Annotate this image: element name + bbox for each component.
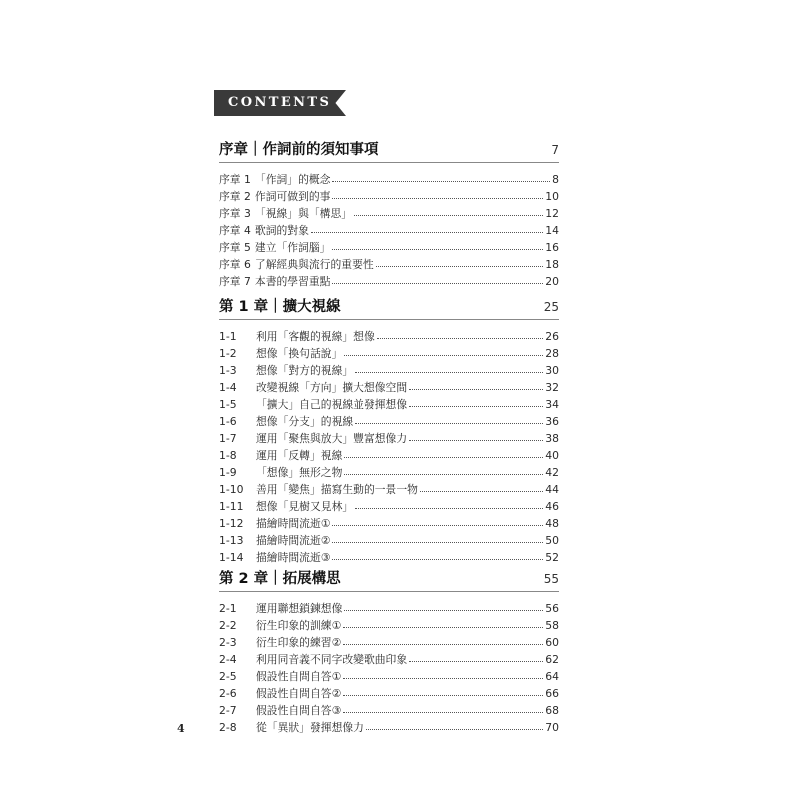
entry-number: 序章 7 [219,275,251,288]
entry-title: 利用同音義不同字改變歌曲印象 [256,653,408,666]
entry-number: 1-5 [219,398,237,411]
entry-title: 假設性自問自答② [256,687,342,700]
entry-page: 44 [545,483,559,496]
toc-entry [219,430,559,447]
entry-page: 34 [545,398,559,411]
entry-page: 26 [545,330,559,343]
entry-page: 46 [545,500,559,513]
toc-entry [219,532,559,549]
entry-title: 本書的學習重點 [254,275,331,288]
toc-entry [219,396,559,413]
entry-number: 1-2 [219,347,237,360]
toc-entry [219,345,559,362]
toc-entry [219,685,559,702]
contents-heading: CONTENTS [228,95,332,110]
page-number: 4 [177,722,185,735]
entry-title: 運用「反轉」視線 [256,449,343,462]
entry-number: 序章 5 [219,241,251,254]
entry-number: 1-8 [219,449,237,462]
section-page: 7 [551,143,559,157]
entry-title: 衍生印象的練習② [256,636,342,649]
prologue-section [219,138,559,290]
toc-entry [219,498,559,515]
entry-page: 14 [545,224,559,237]
entry-page: 60 [545,636,559,649]
dot-leader [409,389,543,390]
dot-leader [354,215,543,216]
entry-page: 50 [545,534,559,547]
dot-leader [332,249,543,250]
dot-leader [344,610,543,611]
prologue-header [219,138,559,163]
toc-entry [219,413,559,430]
dot-leader [332,525,543,526]
entry-title: 改變視線「方向」擴大想像空間 [256,381,408,394]
entry-number: 1-10 [219,483,244,496]
toc-entry [219,171,559,188]
entry-page: 56 [545,602,559,615]
entry-number: 2-3 [219,636,237,649]
entry-title: 衍生印象的訓練① [256,619,342,632]
dot-leader [366,729,543,730]
toc-entry [219,719,559,736]
chapter2-section [219,567,559,736]
entry-page: 18 [545,258,559,271]
entry-number: 1-11 [219,500,244,513]
entry-number: 2-8 [219,721,237,734]
dot-leader [343,644,543,645]
entry-title: 描繪時間流逝① [256,517,331,530]
entry-title: 「作詞」的概念 [254,173,331,186]
toc-entry [219,464,559,481]
toc-entry [219,702,559,719]
entry-number: 1-3 [219,364,237,377]
dot-leader [311,232,543,233]
entry-page: 20 [545,275,559,288]
chapter2-entries [219,600,559,736]
entry-title: 作詞可做到的事 [254,190,331,203]
entry-title: 想像「見樹又見林」 [256,500,354,513]
toc-entry [219,222,559,239]
chapter1-entries [219,328,559,566]
dot-leader [343,678,543,679]
entry-title: 運用「聚焦與放大」豐富想像力 [256,432,408,445]
entry-title: 利用「客觀的視線」想像 [256,330,375,343]
entry-title: 「擴大」自己的視線並發揮想像 [256,398,408,411]
section-title: 第 1 章｜擴大視線 [219,299,341,315]
entry-title: 了解經典與流行的重要性 [254,258,374,271]
toc-entry [219,273,559,290]
entry-title: 從「異狀」發揮想像力 [256,721,364,734]
toc-entry [219,362,559,379]
entry-page: 30 [545,364,559,377]
entry-title: 假設性自問自答③ [256,704,342,717]
entry-number: 序章 1 [219,173,251,186]
entry-title: 描繪時間流逝③ [256,551,331,564]
entry-page: 42 [545,466,559,479]
entry-number: 1-12 [219,517,244,530]
entry-page: 8 [552,173,559,186]
entry-number: 1-1 [219,330,237,343]
entry-page: 48 [545,517,559,530]
entry-number: 2-1 [219,602,237,615]
entry-page: 70 [545,721,559,734]
entry-page: 12 [545,207,559,220]
entry-page: 36 [545,415,559,428]
entry-page: 62 [545,653,559,666]
entry-page: 66 [545,687,559,700]
dot-leader [332,181,550,182]
toc-entry [219,328,559,345]
entry-number: 2-2 [219,619,237,632]
entry-number: 2-5 [219,670,237,683]
toc-entry [219,600,559,617]
toc-entry [219,617,559,634]
dot-leader [344,355,543,356]
entry-page: 16 [545,241,559,254]
dot-leader [343,712,543,713]
dot-leader [376,266,544,267]
toc-entry [219,634,559,651]
section-page: 55 [543,572,559,586]
entry-title: 想像「換句話說」 [256,347,343,360]
section-page: 25 [543,300,559,314]
entry-page: 40 [545,449,559,462]
chapter1-section [219,295,559,566]
entry-number: 1-6 [219,415,237,428]
entry-number: 1-14 [219,551,244,564]
entry-number: 1-13 [219,534,244,547]
entry-title: 想像「對方的視線」 [256,364,354,377]
dot-leader [344,457,543,458]
entry-number: 2-4 [219,653,237,666]
section-title: 序章｜作詞前的須知事項 [219,142,379,158]
prologue-entries [219,171,559,290]
dot-leader [343,695,543,696]
toc-entry [219,668,559,685]
entry-page: 52 [545,551,559,564]
entry-title: 想像「分支」的視線 [256,415,354,428]
dot-leader [343,627,543,628]
entry-page: 28 [545,347,559,360]
toc-entry [219,205,559,222]
dot-leader [344,474,543,475]
entry-title: 「想像」無形之物 [256,466,343,479]
toc-entry [219,549,559,566]
entry-title: 歌詞的對象 [254,224,309,237]
dot-leader [355,372,543,373]
entry-number: 序章 3 [219,207,251,220]
entry-number: 序章 6 [219,258,251,271]
dot-leader [355,508,543,509]
entry-page: 38 [545,432,559,445]
dot-leader [409,661,543,662]
entry-number: 2-7 [219,704,237,717]
entry-page: 58 [545,619,559,632]
chapter1-header [219,295,559,320]
entry-title: 假設性自問自答① [256,670,342,683]
entry-title: 善用「變焦」描寫生動的一景一物 [256,483,418,496]
toc-entry [219,256,559,273]
toc-entry [219,239,559,256]
toc-entry [219,481,559,498]
entry-title: 運用聯想鎖鍊想像 [256,602,343,615]
dot-leader [377,338,543,339]
entry-number: 1-9 [219,466,237,479]
dot-leader [420,491,543,492]
entry-number: 1-4 [219,381,237,394]
dot-leader [409,440,543,441]
toc-entry [219,379,559,396]
entry-number: 序章 2 [219,190,251,203]
entry-title: 建立「作詞腦」 [254,241,331,254]
section-title: 第 2 章｜拓展構思 [219,571,341,587]
entry-number: 1-7 [219,432,237,445]
dot-leader [332,542,543,543]
dot-leader [332,283,543,284]
entry-page: 68 [545,704,559,717]
dot-leader [332,559,543,560]
dot-leader [409,406,543,407]
entry-page: 10 [545,190,559,203]
entry-title: 「視線」與「構思」 [254,207,353,220]
toc-entry [219,188,559,205]
chapter2-header [219,567,559,592]
toc-entry [219,447,559,464]
toc-entry [219,651,559,668]
dot-leader [355,423,543,424]
entry-page: 64 [545,670,559,683]
entry-number: 2-6 [219,687,237,700]
dot-leader [332,198,543,199]
entry-number: 序章 4 [219,224,251,237]
entry-title: 描繪時間流逝② [256,534,331,547]
entry-page: 32 [545,381,559,394]
toc-entry [219,515,559,532]
